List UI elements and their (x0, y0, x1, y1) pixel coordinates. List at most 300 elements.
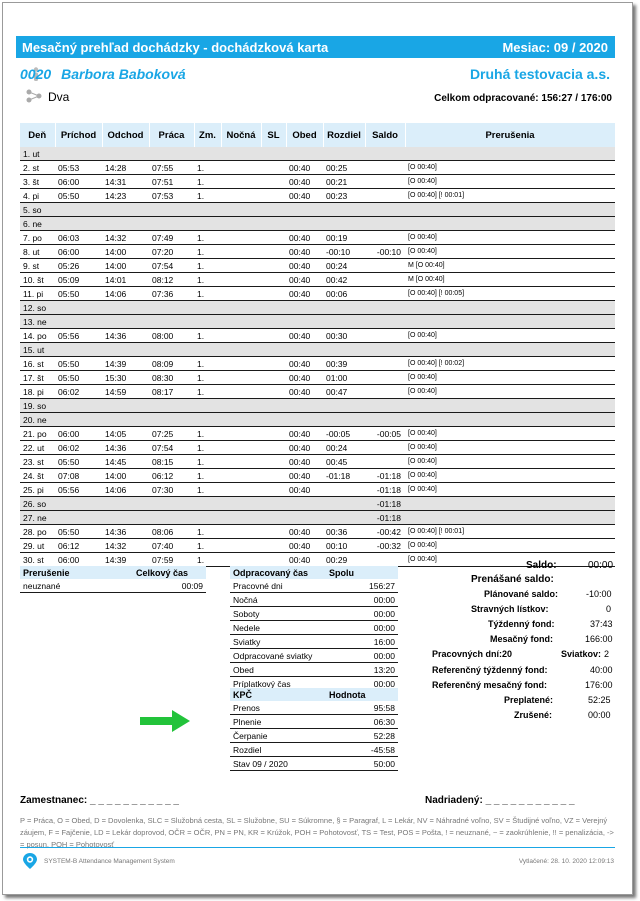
employee-heading (20, 66, 186, 82)
day-value-cell (261, 315, 286, 329)
report-month: Mesiac: 09 / 2020 (502, 40, 608, 55)
day-value-cell: 1. (194, 273, 221, 287)
day-cell: 8. ut (20, 245, 55, 259)
day-value-cell (55, 301, 102, 315)
day-value-cell: 00:45 (323, 455, 365, 469)
day-value-cell (149, 413, 194, 427)
day-value-cell (261, 175, 286, 189)
day-value-cell (286, 315, 323, 329)
day-value-cell: [O 00:40] (405, 161, 615, 175)
kpc-row (230, 757, 398, 771)
cancelled-value: 00:00 (588, 710, 611, 720)
day-value-cell (221, 203, 261, 217)
day-value-cell (221, 427, 261, 441)
worktime-row-cell: Nočná (230, 593, 326, 607)
day-value-cell: 08:09 (149, 357, 194, 371)
footer-system: SYSTEM-B Attendance Management System (44, 858, 175, 865)
day-cell: 29. ut (20, 539, 55, 553)
day-cell: 16. st (20, 357, 55, 371)
day-value-cell: 00:40 (286, 525, 323, 539)
monthly-fund-label: Mesačný fond: (490, 634, 554, 644)
day-value-cell: 14:01 (102, 273, 149, 287)
day-cell: 30. st (20, 553, 55, 567)
day-value-cell (365, 301, 405, 315)
day-value-cell: 00:40 (286, 357, 323, 371)
day-value-cell (194, 511, 221, 525)
day-value-cell: 00:40 (286, 231, 323, 245)
worktime-row-cell: Pracovné dni (230, 579, 326, 593)
day-value-cell: [O 00:40] [! 00:02] (405, 357, 615, 371)
company-name: Druhá testovacia a.s. (469, 66, 610, 82)
day-value-cell (194, 399, 221, 413)
day-value-cell (405, 147, 615, 161)
day-value-cell: -00:10 (365, 245, 405, 259)
day-value-cell (286, 413, 323, 427)
day-value-cell: 14:39 (102, 357, 149, 371)
day-cell: 22. ut (20, 441, 55, 455)
day-value-cell (102, 511, 149, 525)
day-value-cell: 07:25 (149, 427, 194, 441)
day-value-cell: [O 00:40] (405, 469, 615, 483)
day-value-cell (102, 301, 149, 315)
day-value-cell: 05:26 (55, 259, 102, 273)
cancelled-label: Zrušené: (514, 710, 553, 720)
column-header: Príchod (55, 123, 102, 147)
day-value-cell: 1. (194, 245, 221, 259)
day-value-cell: 00:40 (286, 371, 323, 385)
day-value-cell: 14:06 (102, 483, 149, 497)
day-value-cell: -01:18 (323, 469, 365, 483)
day-value-cell: [O 00:40] (405, 329, 615, 343)
day-value-cell (286, 301, 323, 315)
day-value-cell: [O 00:40] (405, 553, 615, 567)
day-value-cell: 06:00 (55, 427, 102, 441)
day-value-cell (149, 147, 194, 161)
day-value-cell (149, 399, 194, 413)
day-value-cell (221, 329, 261, 343)
day-value-cell: [O 00:40] (405, 441, 615, 455)
day-value-cell (286, 497, 323, 511)
day-cell: 19. so (20, 399, 55, 413)
holidays-value: 2 (604, 649, 610, 659)
day-value-cell: 08:30 (149, 371, 194, 385)
day-value-cell: [O 00:40] (405, 539, 615, 553)
day-value-cell: -00:10 (323, 245, 365, 259)
day-value-cell (261, 203, 286, 217)
day-value-cell: 14:05 (102, 427, 149, 441)
day-value-cell: 14:45 (102, 455, 149, 469)
day-value-cell (323, 217, 365, 231)
day-row (20, 245, 615, 259)
kpc-row (230, 701, 398, 715)
day-value-cell: 00:42 (323, 273, 365, 287)
day-value-cell (365, 385, 405, 399)
day-value-cell (261, 245, 286, 259)
day-value-cell (261, 469, 286, 483)
day-value-cell: 06:12 (55, 539, 102, 553)
day-value-cell: [O 00:40] (405, 427, 615, 441)
day-value-cell (149, 301, 194, 315)
day-value-cell (221, 399, 261, 413)
day-value-cell: 1. (194, 427, 221, 441)
day-value-cell: -01:18 (365, 469, 405, 483)
day-value-cell: [O 00:40] [! 00:01] (405, 525, 615, 539)
kpc-row (230, 729, 398, 743)
day-value-cell (221, 147, 261, 161)
day-cell: 1. ut (20, 147, 55, 161)
day-value-cell: 05:09 (55, 273, 102, 287)
day-value-cell (365, 147, 405, 161)
day-value-cell: 14:36 (102, 441, 149, 455)
day-value-cell: 14:36 (102, 525, 149, 539)
day-value-cell (405, 217, 615, 231)
day-value-cell (149, 511, 194, 525)
interruptions-total-header: Celkový čas (133, 566, 206, 579)
day-value-cell: 00:40 (286, 259, 323, 273)
kpc-row-cell: Prenos (230, 701, 326, 715)
column-header: Odchod (102, 123, 149, 147)
day-value-cell (261, 357, 286, 371)
paid-label: Preplatené: (504, 695, 554, 705)
day-row (20, 301, 615, 315)
day-value-cell: 05:50 (55, 371, 102, 385)
day-cell: 4. pi (20, 189, 55, 203)
day-row (20, 497, 615, 511)
day-value-cell: 07:20 (149, 245, 194, 259)
day-value-cell (323, 147, 365, 161)
day-value-cell (221, 161, 261, 175)
day-value-cell (261, 441, 286, 455)
day-value-cell: 05:50 (55, 189, 102, 203)
day-value-cell: 00:29 (323, 553, 365, 567)
day-value-cell: 14:00 (102, 469, 149, 483)
day-value-cell: 00:36 (323, 525, 365, 539)
day-value-cell (261, 259, 286, 273)
day-row (20, 343, 615, 357)
day-value-cell: 00:40 (286, 441, 323, 455)
worktime-row (230, 663, 398, 677)
day-value-cell (261, 553, 286, 567)
day-cell: 12. so (20, 301, 55, 315)
footer-divider (20, 847, 615, 848)
worktime-total-header: Spolu (326, 566, 398, 579)
day-value-cell (55, 511, 102, 525)
day-value-cell (55, 315, 102, 329)
day-cell: 26. so (20, 497, 55, 511)
kpc-row (230, 743, 398, 757)
day-cell: 18. pi (20, 385, 55, 399)
worktime-row-cell: Soboty (230, 607, 326, 621)
transfer-saldo-label: Prenášané saldo: (471, 574, 554, 585)
day-value-cell (365, 357, 405, 371)
worktime-row-cell: 00:00 (326, 593, 398, 607)
worktime-row-cell: Sviatky (230, 635, 326, 649)
day-value-cell (55, 497, 102, 511)
monthly-fund-value: 166:00 (585, 634, 613, 644)
day-value-cell: 06:00 (55, 553, 102, 567)
day-value-cell (221, 189, 261, 203)
worktime-row (230, 649, 398, 663)
ref-monthly-fund-value: 176:00 (585, 680, 613, 690)
day-value-cell: 14:06 (102, 287, 149, 301)
day-value-cell (323, 203, 365, 217)
day-value-cell (221, 511, 261, 525)
footer-printed: Vytlačené: 28. 10. 2020 12:09:13 (518, 858, 614, 865)
interruptions-header: Prerušenie (20, 566, 133, 579)
day-cell: 2. st (20, 161, 55, 175)
day-value-cell (55, 343, 102, 357)
day-value-cell: 00:25 (323, 161, 365, 175)
day-value-cell (221, 539, 261, 553)
day-value-cell: [O 00:40] (405, 245, 615, 259)
day-value-cell (261, 399, 286, 413)
day-value-cell: 1. (194, 469, 221, 483)
worktime-row-cell: 00:00 (326, 607, 398, 621)
day-value-cell (365, 329, 405, 343)
day-row (20, 371, 615, 385)
day-value-cell (323, 343, 365, 357)
day-value-cell: 00:40 (286, 245, 323, 259)
day-cell: 11. pi (20, 287, 55, 301)
day-value-cell (365, 273, 405, 287)
day-cell: 27. ne (20, 511, 55, 525)
day-value-cell (261, 329, 286, 343)
day-value-cell: [O 00:40] (405, 175, 615, 189)
day-row (20, 357, 615, 371)
day-value-cell (261, 385, 286, 399)
employee-signature: Zamestnanec: _ _ _ _ _ _ _ _ _ _ _ (20, 795, 179, 806)
system-logo-icon (23, 853, 37, 869)
day-value-cell: [O 00:40] (405, 455, 615, 469)
day-value-cell (261, 413, 286, 427)
kpc-row-cell: 50:00 (326, 757, 398, 771)
day-cell: 20. ne (20, 413, 55, 427)
day-value-cell: 00:40 (286, 189, 323, 203)
day-row (20, 525, 615, 539)
day-value-cell (55, 413, 102, 427)
total-worked: Celkom odpracované: 156:27 / 176:00 (434, 93, 612, 104)
day-value-cell (405, 203, 615, 217)
day-value-cell (261, 147, 286, 161)
day-value-cell: 1. (194, 385, 221, 399)
day-value-cell: 00:40 (286, 175, 323, 189)
day-value-cell: 14:32 (102, 539, 149, 553)
day-value-cell (55, 399, 102, 413)
day-value-cell (405, 301, 615, 315)
day-value-cell (221, 287, 261, 301)
day-value-cell (365, 175, 405, 189)
day-value-cell: 1. (194, 161, 221, 175)
day-row (20, 287, 615, 301)
worktime-row-cell: 156:27 (326, 579, 398, 593)
day-value-cell: 14:28 (102, 161, 149, 175)
day-row (20, 413, 615, 427)
day-value-cell (365, 259, 405, 273)
day-value-cell (365, 553, 405, 567)
day-cell: 5. so (20, 203, 55, 217)
worktime-block (230, 566, 398, 691)
day-value-cell: 05:56 (55, 329, 102, 343)
day-value-cell (261, 231, 286, 245)
day-value-cell (194, 203, 221, 217)
day-value-cell (405, 413, 615, 427)
day-value-cell: 14:31 (102, 175, 149, 189)
day-row (20, 147, 615, 161)
day-value-cell: 05:50 (55, 287, 102, 301)
day-value-cell (261, 539, 286, 553)
day-cell: 10. št (20, 273, 55, 287)
report-header (16, 36, 615, 58)
kpc-block (230, 688, 398, 771)
day-value-cell: 01:00 (323, 371, 365, 385)
worktime-row-cell: Nedele (230, 621, 326, 635)
day-row (20, 455, 615, 469)
day-value-cell (261, 287, 286, 301)
day-value-cell: 14:32 (102, 231, 149, 245)
day-value-cell (194, 497, 221, 511)
day-row (20, 217, 615, 231)
day-value-cell: [O 00:40] [! 00:05] (405, 287, 615, 301)
day-value-cell: 06:03 (55, 231, 102, 245)
kpc-row-cell: 06:30 (326, 715, 398, 729)
worktime-row (230, 607, 398, 621)
day-value-cell: 06:02 (55, 441, 102, 455)
day-value-cell: 00:40 (286, 539, 323, 553)
day-value-cell (365, 371, 405, 385)
day-value-cell (323, 413, 365, 427)
workdays-label: Pracovných dní:20 (432, 649, 513, 659)
day-value-cell (323, 497, 365, 511)
worktime-row-cell: 00:00 (326, 649, 398, 663)
kpc-row-cell: 52:28 (326, 729, 398, 743)
day-value-cell (323, 301, 365, 315)
day-value-cell: 1. (194, 539, 221, 553)
day-value-cell: 00:19 (323, 231, 365, 245)
day-value-cell: 07:51 (149, 175, 194, 189)
day-value-cell (55, 203, 102, 217)
day-value-cell (365, 399, 405, 413)
day-value-cell (365, 413, 405, 427)
day-value-cell: 00:40 (286, 273, 323, 287)
day-value-cell (221, 455, 261, 469)
day-cell: 17. št (20, 371, 55, 385)
day-value-cell: 07:30 (149, 483, 194, 497)
day-row (20, 329, 615, 343)
day-cell: 9. st (20, 259, 55, 273)
kpc-header: KPČ (230, 688, 326, 701)
day-value-cell: 06:00 (55, 175, 102, 189)
day-value-cell: 00:24 (323, 259, 365, 273)
attendance-header-row (20, 123, 615, 147)
day-value-cell: 00:40 (286, 287, 323, 301)
column-header: Práca (149, 123, 194, 147)
day-value-cell (365, 161, 405, 175)
column-header: Zm. (194, 123, 221, 147)
worktime-row (230, 621, 398, 635)
day-cell: 3. št (20, 175, 55, 189)
day-value-cell (365, 287, 405, 301)
kpc-row-cell: Čerpanie (230, 729, 326, 743)
day-value-cell (194, 413, 221, 427)
day-value-cell: [O 00:40] (405, 385, 615, 399)
day-value-cell: M [O 00:40] (405, 273, 615, 287)
column-header: Rozdiel (323, 123, 365, 147)
worktime-row-cell: Odpracované sviatky (230, 649, 326, 663)
kpc-row-cell: Stav 09 / 2020 (230, 757, 326, 771)
day-value-cell: 07:40 (149, 539, 194, 553)
day-value-cell: 00:39 (323, 357, 365, 371)
ref-weekly-fund-label: Referenčný týždenný fond: (432, 665, 548, 675)
day-value-cell: 1. (194, 329, 221, 343)
column-header: SL (261, 123, 286, 147)
day-value-cell: 06:00 (55, 245, 102, 259)
day-value-cell: 00:30 (323, 329, 365, 343)
day-value-cell: 15:30 (102, 371, 149, 385)
day-cell: 15. ut (20, 343, 55, 357)
day-value-cell: 14:39 (102, 553, 149, 567)
weekly-fund-value: 37:43 (590, 619, 613, 629)
day-value-cell: 00:40 (286, 469, 323, 483)
day-value-cell (261, 511, 286, 525)
column-header: Saldo (365, 123, 405, 147)
day-value-cell: 07:54 (149, 259, 194, 273)
day-value-cell (286, 147, 323, 161)
day-value-cell (261, 161, 286, 175)
day-value-cell: 1. (194, 441, 221, 455)
day-value-cell (405, 497, 615, 511)
kpc-row-cell: Rozdiel (230, 743, 326, 757)
day-row (20, 231, 615, 245)
day-row (20, 203, 615, 217)
worktime-row-cell: 00:00 (326, 677, 398, 691)
kpc-row-cell: 95:58 (326, 701, 398, 715)
day-value-cell (261, 483, 286, 497)
day-value-cell (149, 217, 194, 231)
day-value-cell: 14:36 (102, 329, 149, 343)
holidays-label: Sviatkov: (561, 649, 602, 659)
day-row (20, 483, 615, 497)
day-row (20, 427, 615, 441)
day-value-cell: 1. (194, 553, 221, 567)
day-value-cell: 00:40 (286, 455, 323, 469)
supervisor-signature: Nadriadený: _ _ _ _ _ _ _ _ _ _ _ (425, 795, 575, 806)
day-value-cell (149, 497, 194, 511)
day-value-cell: 1. (194, 287, 221, 301)
day-value-cell (323, 399, 365, 413)
interruption-row (20, 579, 206, 593)
day-value-cell (323, 483, 365, 497)
day-value-cell: 07:53 (149, 189, 194, 203)
meal-tickets-label: Stravných lístkov: (471, 604, 549, 614)
interruptions-block (20, 566, 206, 593)
day-value-cell: 00:21 (323, 175, 365, 189)
day-value-cell (365, 231, 405, 245)
day-value-cell: -01:18 (365, 497, 405, 511)
day-value-cell: 05:50 (55, 525, 102, 539)
day-value-cell (221, 413, 261, 427)
ref-monthly-fund-label: Referenčný mesačný fond: (432, 680, 548, 690)
day-value-cell (221, 343, 261, 357)
day-row (20, 175, 615, 189)
day-cell: 28. po (20, 525, 55, 539)
column-header: Obed (286, 123, 323, 147)
worktime-row (230, 579, 398, 593)
day-value-cell: 08:12 (149, 273, 194, 287)
day-value-cell (405, 399, 615, 413)
day-row (20, 399, 615, 413)
day-value-cell (102, 203, 149, 217)
saldo-value: 00:00 (588, 560, 614, 571)
